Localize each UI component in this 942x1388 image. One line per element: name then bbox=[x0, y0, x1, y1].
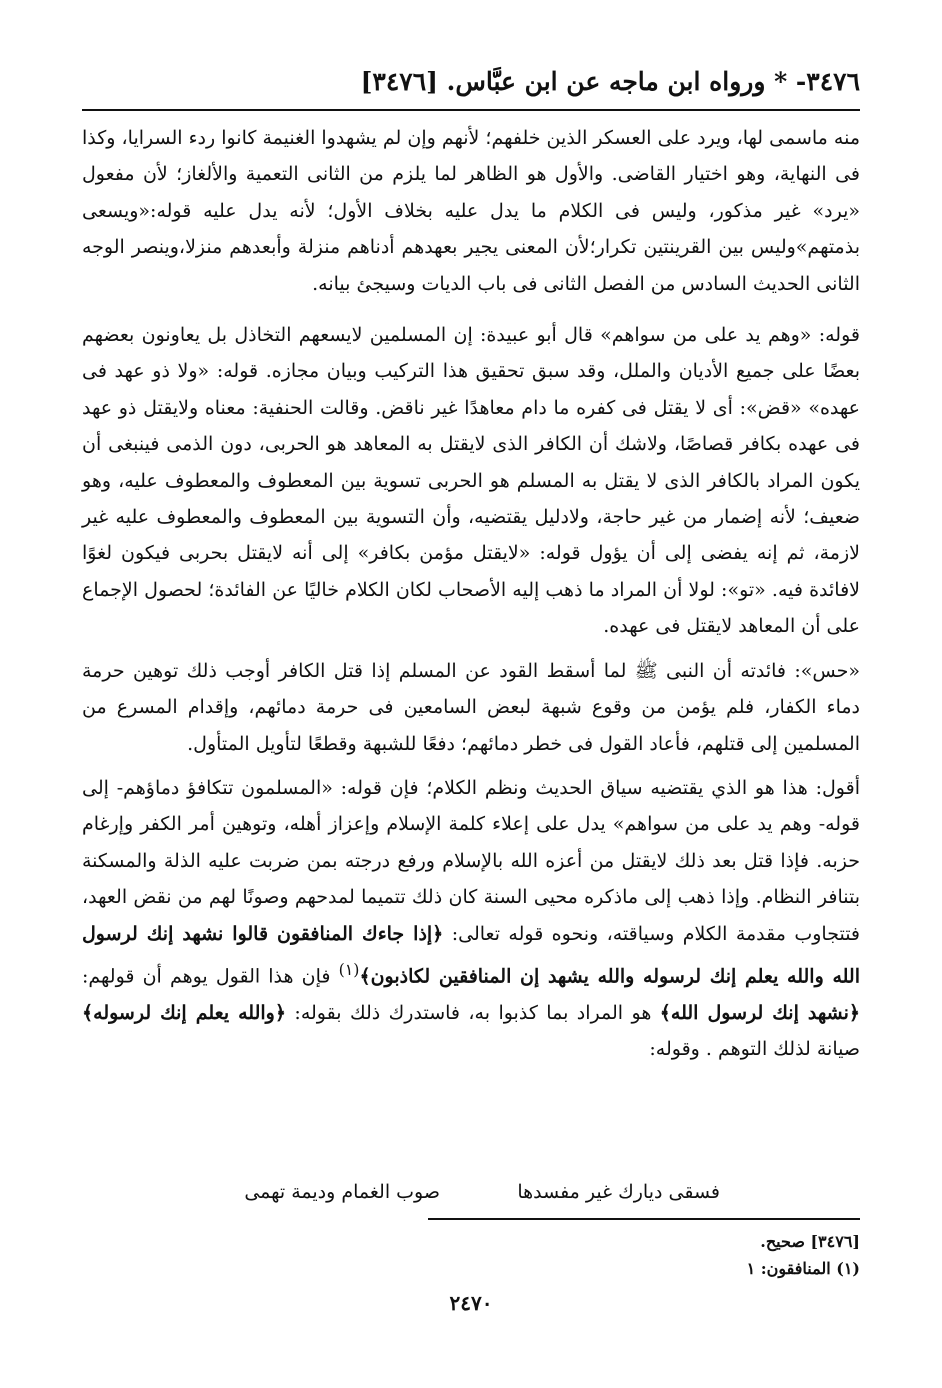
paragraph-4-text-4: صيانة لذلك التوهم . وقوله: bbox=[649, 1038, 860, 1061]
paragraph-1: منه ماسمى لها، ويرد على العسكر الذين خلفهم؛ لأنهم وإن لم يشهدوا الغنيمة كانوا ردء السرايا، وكذا فى النهاية، وهو اختيار القاضى. والأول هو الظاهر لما يلزم من الثانى التعمية والألغاز؛ لأن مفعول «يرد» غير مذكور، وليس فى الكلام ما يدل عليه بخلاف الأول؛ لأنه يدل عليه قوله:«ويسعى بذمتهم»وليس بين القرينتين تكرار؛لأن المعنى يجير بعهدهم أدناهم منزلة وأبعدهم منزلا،وينصر الوجه الثانى الحديث السادس من الفصل الثانى فى باب الديات وسيجئ بيانه. bbox=[82, 127, 860, 295]
verse-second-hemistich: صوب الغمام وديمة تهمى bbox=[244, 1181, 440, 1203]
paragraph-4-text-2: فإن هذا القول يوهم أن قولهم: bbox=[82, 965, 339, 988]
footnote-ref-1: (١) bbox=[338, 959, 360, 979]
footnote-divider bbox=[428, 1218, 860, 1220]
paragraph-4-text-1: أقول: هذا هو الذي يقتضيه سياق الحديث ونظم الكلام؛ فإن قوله: «المسلمون تتكافؤ دماؤهم- إلى قوله- وهم يد على من سواهم» يدل على إعلاء كلمة الإسلام وإعزاز أهله، وتوهين أمر الكفر وإرغام حزبه. فإذا قتل بعد ذلك لايقتل من أعزه الله بالإسلام ورفع درجته بمن ضربت عليه الذلة والمسكنة بتنافر النظام. وإذا ذهب إلى ماذكره محيى السنة كان ذلك تتميما لمدحهم وصونًا لهم من نقض العهد، فتتجاوب مقدمة الكلام وسياقته، ونحوه قوله تعالى: bbox=[82, 776, 861, 945]
paragraph-2: قوله: «وهم يد على من سواهم» قال أبو عبيدة: إن المسلمين لايسعهم التخاذل بل يعاونون بعضهم بعضًا على جميع الأديان والملل، وقد سبق تحقيق هذا التركيب وبيان مجازه. قوله: «ولا ذو عهد فى عهده» «قض»: أى لا يقتل فى كفره ما دام معاهدًا غير ناقض. وقالت الحنفية: معناه ولايقتل ذو عهد فى عهده بكافر قصاصًا، ولاشك أن الكافر الذى لايقتل به المعاهد هو الحربى، دون الذمى فينبغى أن يكون المراد بالكافر الذى لا يقتل به المسلم هو الحربى تسوية بين المعطوف والمعطوف عليه، وهو ضعيف؛ لأنه إضمار من غير حاجة، ولادليل يقتضيه، وأن التسوية بين المعطوف والمعطوف عليه غير لازمة، ثم إنه يفضى إلى أن يؤول قوله: «لايقتل مؤمن بكافر» إلى أنه لايقتل بحربى فيكون لغوًا لافائدة فيه. «تو»: لولا أن المراد ما ذهب إليه الأصحاب لكان الكلام خاليًا عن الفائدة؛ لحصول الإجماع على أن المعاهد لايقتل فى عهده. bbox=[82, 324, 860, 638]
header-divider bbox=[82, 109, 860, 111]
commentary-body bbox=[82, 120, 860, 1067]
paragraph-3: «حس»: فائدته أن النبى ﷺ لما أسقط القود عن المسلم إذا قتل الكافر أوجب ذلك توهين حرمة دماء الكفار، فلم يؤمن من وقوع شبهة لبعض السامعين فى حرمة دمائهم، وإقدام المسرع من المسلمين إلى قتلهم، فأعاد القول فى خطر دمائهم؛ دفعًا للشبهة وقطعًا لتأويل المتأول. bbox=[82, 659, 860, 755]
quran-verse-3: ﴿والله يعلم إنك لرسوله﴾ bbox=[82, 1001, 286, 1024]
verse-first-hemistich: فسقى ديارك غير مفسدها bbox=[517, 1181, 720, 1203]
footnotes bbox=[82, 1228, 860, 1282]
paragraph-4-text-3: هو المراد بما كذبوا به، فاستدرك ذلك بقوله: bbox=[285, 1001, 660, 1024]
hadith-header: ٣٤٧٦- * ورواه ابن ماجه عن ابن عبَّاس. [٣٤٧٦] bbox=[360, 67, 860, 96]
quran-verse-2: ﴿نشهد إنك لرسول الله﴾ bbox=[659, 1001, 860, 1024]
page-number: ٢٤٧٠ bbox=[449, 1291, 493, 1315]
quran-verse-1: ﴿إذا جاءك المنافقون قالوا نشهد إنك لرسول الله والله يعلم إنك لرسوله والله يشهد إن المنافقين لكاذبون﴾ bbox=[82, 922, 860, 988]
footnote-hadith-grade: [٣٤٧٦] صحيح. bbox=[760, 1232, 860, 1251]
footnote-1: (١) المنافقون: ١ bbox=[746, 1259, 860, 1278]
paragraph-4 bbox=[82, 770, 860, 1068]
